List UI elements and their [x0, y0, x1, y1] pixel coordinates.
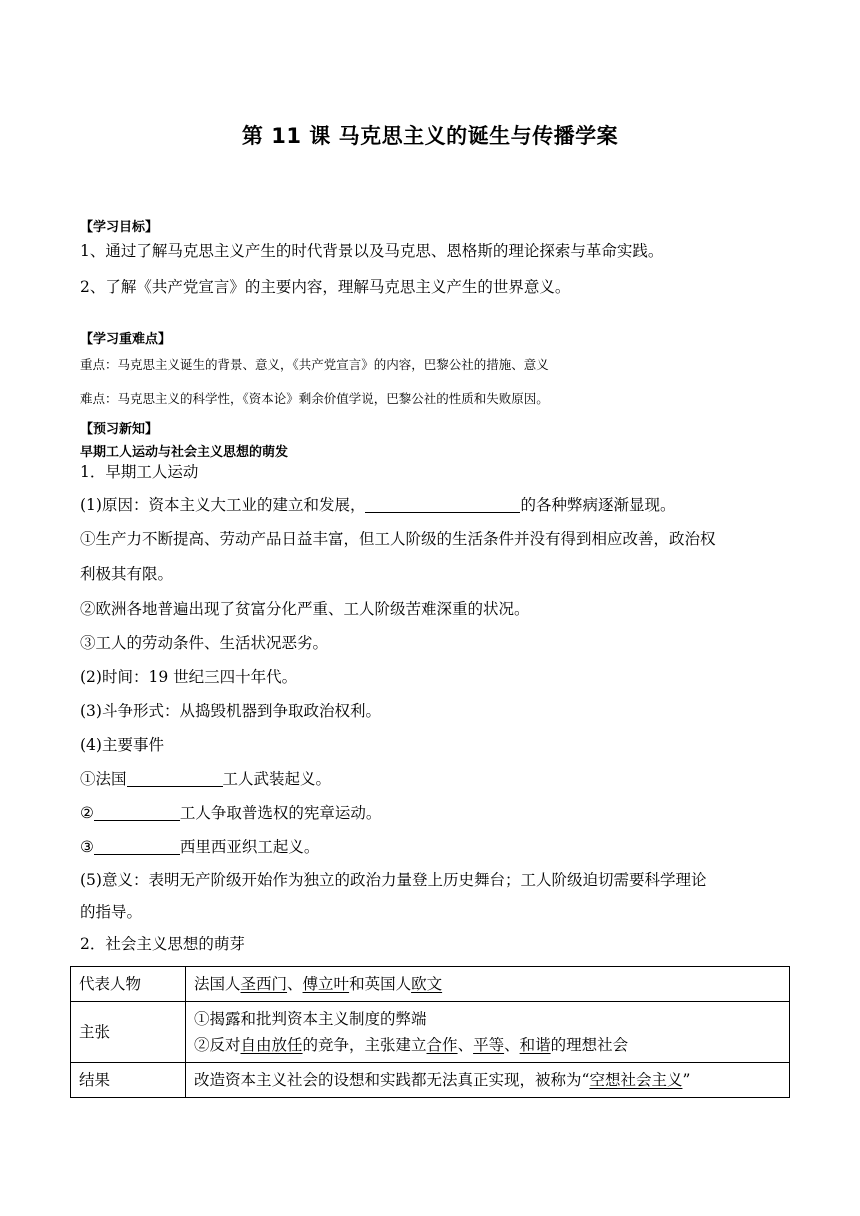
form-line: (3)斗争形式：从捣毁机器到争取政治权利。: [80, 702, 381, 720]
cause-point-1-line-1: ①生产力不断提高、劳动产品日益丰富，但工人阶级的生活条件并没有得到相应改善，政治权: [80, 530, 716, 548]
socialism-table: [70, 966, 790, 1098]
event-2-post: 工人争取普选权的宪章运动。: [179, 804, 382, 822]
cause-line: [80, 495, 675, 515]
table-row: [71, 967, 790, 1002]
table-text: 、: [287, 975, 303, 993]
table-text: 的竞争，主张建立: [302, 1036, 427, 1054]
cause-pre: (1)原因：资本主义大工业的建立和发展，: [80, 496, 366, 514]
focus-text: 重点：马克思主义诞生的背景、意义，《共产党宣言》的内容，巴黎公社的措施、意义: [80, 357, 549, 372]
table-label-result: 结果: [71, 1063, 186, 1098]
table-answer: 平等: [473, 1036, 505, 1054]
table-text: 、: [504, 1036, 520, 1054]
goals-heading: 【学习目标】: [80, 220, 159, 235]
cause-point-2: ②欧洲各地普遍出现了贫富分化严重、工人阶级苦难深重的状况。: [80, 600, 530, 618]
event-3-blank[interactable]: [94, 838, 180, 855]
claim-line-1: ①揭露和批判资本主义制度的弊端: [194, 1010, 427, 1028]
table-label-representatives: 代表人物: [71, 967, 186, 1002]
table-answer: 傅立叶: [302, 975, 350, 993]
meaning-line-2: 的指导。: [80, 903, 143, 921]
event-2-pre: ②: [80, 804, 94, 822]
table-text: 法国人: [194, 975, 241, 993]
goal-item-2: 2、了解《共产党宣言》的主要内容，理解马克思主义产生的世界意义。: [80, 278, 571, 296]
event-1-pre: ①法国: [80, 770, 127, 788]
table-text: 和英国人: [349, 975, 412, 993]
table-value-claims: [186, 1002, 790, 1063]
event-3-pre: ③: [80, 838, 94, 856]
table-text: ②反对: [194, 1036, 241, 1054]
section-1-heading: 1．早期工人运动: [80, 463, 199, 481]
preview-heading: 【预习新知】: [80, 422, 159, 437]
goal-item-1: 1、通过了解马克思主义产生的时代背景以及马克思、恩格斯的理论探索与革命实践。: [80, 242, 664, 260]
table-label-claims: 主张: [71, 1002, 186, 1063]
event-1: [80, 769, 331, 789]
meaning-line-1: (5)意义：表明无产阶级开始作为独立的政治力量登上历史舞台；工人阶级迫切需要科学理论: [80, 871, 707, 889]
event-2: [80, 803, 381, 823]
table-answer: 欧文: [411, 975, 443, 993]
cause-point-3: ③工人的劳动条件、生活状况恶劣。: [80, 634, 329, 652]
table-row: [71, 1002, 790, 1063]
difficulty-text: 难点：马克思主义的科学性，《资本论》剩余价值学说，巴黎公社的性质和失败原因。: [80, 391, 549, 406]
section-2-heading: 2．社会主义思想的萌芽: [80, 935, 245, 953]
table-text: 、: [457, 1036, 474, 1054]
table-answer: 自由放任: [240, 1036, 303, 1054]
cause-point-1-line-2: 利极其有限。: [80, 565, 174, 583]
table-answer: 合作: [426, 1036, 458, 1054]
event-1-blank[interactable]: [127, 770, 223, 787]
event-2-blank[interactable]: [94, 804, 180, 821]
table-row: [71, 1063, 790, 1098]
table-answer: 和谐: [519, 1036, 551, 1054]
event-1-post: 工人武装起义。: [222, 770, 332, 788]
page-title: 第 11 课 马克思主义的诞生与传播学案: [241, 124, 619, 148]
cause-post: 的各种弊病逐渐显现。: [520, 496, 676, 514]
event-3: [80, 837, 319, 857]
table-value-result: [186, 1063, 790, 1098]
time-line: (2)时间：19 世纪三四十年代。: [80, 668, 298, 686]
cause-blank[interactable]: [365, 496, 520, 513]
claim-line-2: [194, 1032, 781, 1058]
table-text: 改造资本主义社会的设想和实践都无法真正实现，被称为“: [194, 1071, 590, 1089]
table-answer: 空想社会主义: [589, 1071, 683, 1089]
events-heading: (4)主要事件: [80, 736, 164, 754]
table-text: 的理想社会: [550, 1036, 629, 1054]
event-3-post: 西里西亚织工起义。: [179, 838, 320, 856]
table-value-representatives: [186, 967, 790, 1002]
keypoints-heading: 【学习重难点】: [80, 332, 172, 347]
table-answer: 圣西门: [240, 975, 288, 993]
preview-subheading: 早期工人运动与社会主义思想的萌发: [80, 445, 289, 460]
table-text: ”: [682, 1071, 691, 1089]
